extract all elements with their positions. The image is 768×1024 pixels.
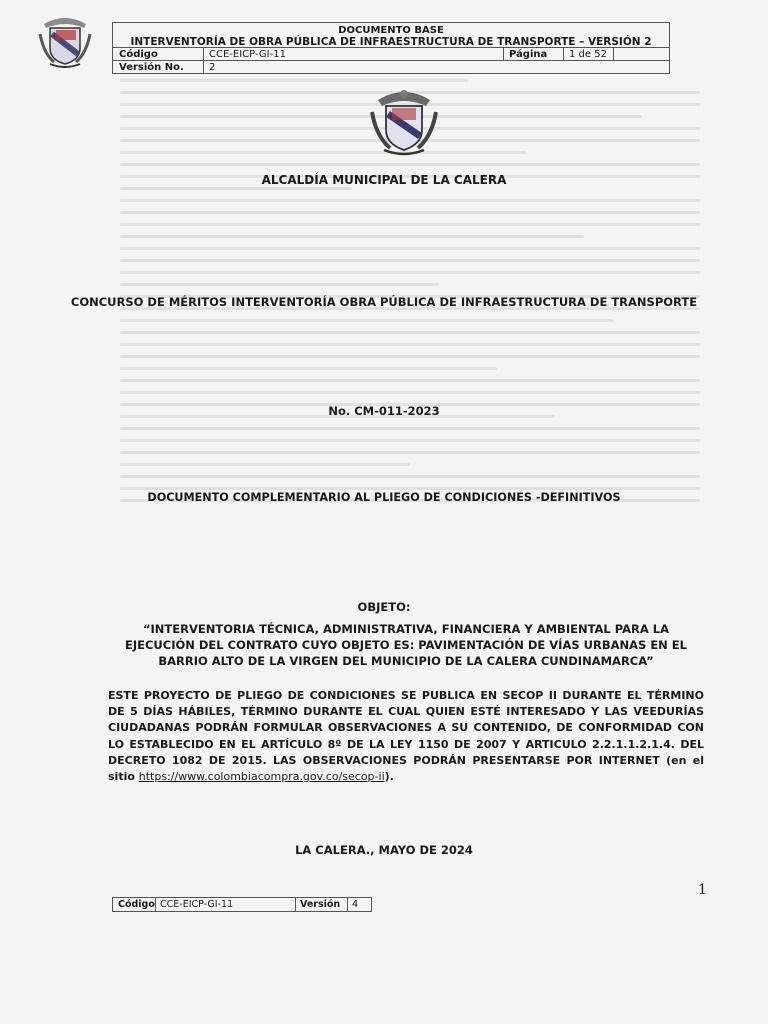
object-description: “INTERVENTORIA TÉCNICA, ADMINISTRATIVA, FINANCIERA Y AMBIENTAL PARA LA EJECUCIÓN DEL CONTRATO CUYO OBJETO ES: PAVIMENTACIÓN DE VÍAS URBANAS EN EL BARRIO ALTO DE LA VIRGEN DEL MUNICIPIO DE LA CALERA CUNDINAMARCA” bbox=[125, 622, 687, 668]
version-value: 2 bbox=[209, 62, 216, 73]
header-subtitle: INTERVENTORÍA DE OBRA PÚBLICA DE INFRAESTRUCTURA DE TRANSPORTE – VERSIÓN 2 bbox=[130, 36, 652, 48]
document-header-table bbox=[112, 22, 670, 74]
coat-of-arms-logo bbox=[36, 14, 94, 70]
footer-version-label: Versión bbox=[300, 899, 341, 910]
page-label: Página bbox=[509, 49, 548, 60]
publication-notice bbox=[108, 688, 704, 785]
code-label: Código bbox=[119, 49, 158, 60]
process-number: No. CM-011-2023 bbox=[328, 404, 440, 418]
notice-end: ). bbox=[384, 770, 394, 784]
municipal-coat-of-arms bbox=[366, 86, 442, 156]
page-value: 1 de 52 bbox=[569, 49, 607, 60]
document-footer-table bbox=[112, 897, 372, 912]
header-title: DOCUMENTO BASE bbox=[338, 25, 444, 36]
entity-name: ALCALDÍA MUNICIPAL DE LA CALERA bbox=[261, 173, 507, 187]
object-label: OBJETO: bbox=[357, 600, 411, 614]
code-value: CCE-EICP-GI-11 bbox=[209, 49, 286, 60]
secop-link[interactable]: https://www.colombiacompra.gov.co/secop-ii bbox=[138, 770, 385, 784]
page-number: 1 bbox=[698, 882, 707, 898]
contest-title: CONCURSO DE MÉRITOS INTERVENTORÍA OBRA PÚBLICA DE INFRAESTRUCTURA DE TRANSPORTE bbox=[70, 295, 698, 309]
version-label: Versión No. bbox=[119, 62, 184, 73]
footer-version-value: 4 bbox=[352, 899, 359, 910]
place-and-date: LA CALERA., MAYO DE 2024 bbox=[295, 843, 473, 857]
footer-code-value: CCE-EICP-GI-11 bbox=[160, 899, 234, 910]
notice-text: ESTE PROYECTO DE PLIEGO DE CONDICIONES SE PUBLICA EN SECOP II DURANTE EL TÉRMINO DE 5 DÍAS HÁBILES, TÉRMINO DURANTE EL CUAL QUIEN ESTÉ INTERESADO Y LAS VEEDURÍAS CIUDADANAS PODRÁN FORMULAR OBSERVACIONES A SU CONTENIDO, DE CONFORMIDAD CON LO ESTABLECIDO EN EL ARTÍCULO 8º DE LA LEY 1150 DE 2007 Y ARTICULO 2.2.1.1.2.1.4. DEL DECRETO 1082 DE 2015. LAS OBSERVACIONES PODRÁN PRESENTARSE POR INTERNET (en el sitio bbox=[108, 689, 704, 784]
header-row-code bbox=[113, 47, 669, 61]
document-subject: DOCUMENTO COMPLEMENTARIO AL PLIEGO DE CONDICIONES -DEFINITIVOS bbox=[147, 491, 621, 504]
footer-code-label: Código bbox=[118, 899, 155, 910]
